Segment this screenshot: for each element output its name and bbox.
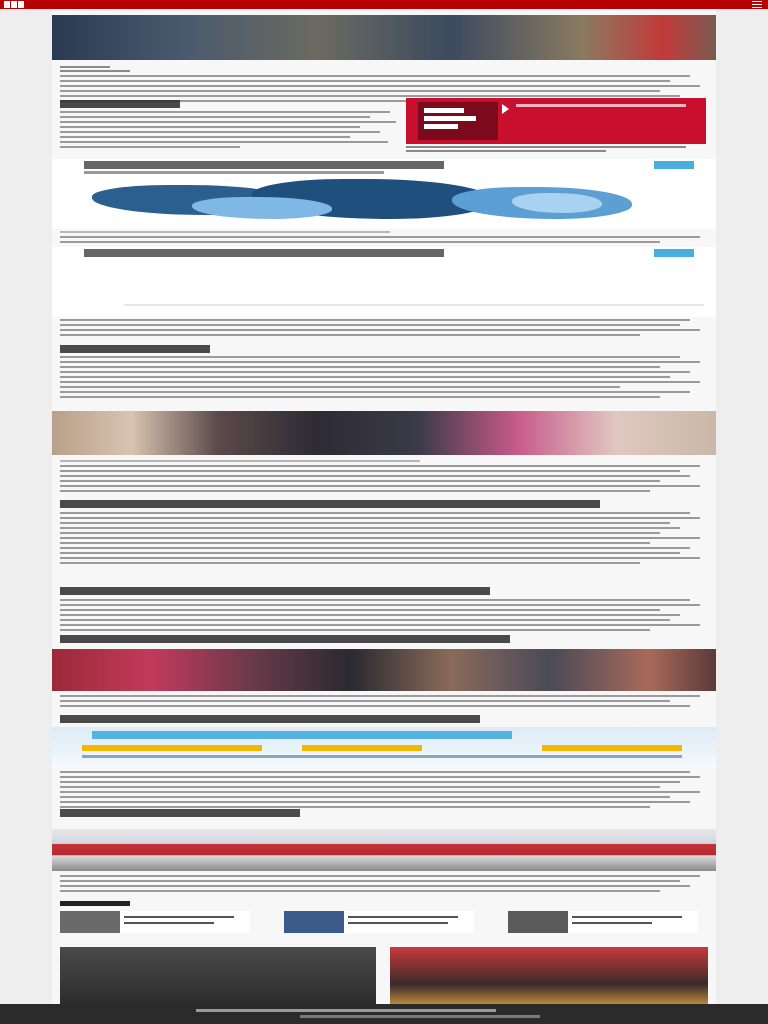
body-text xyxy=(60,460,700,492)
body-text xyxy=(60,599,700,631)
promo-label xyxy=(516,104,686,107)
chart-note xyxy=(60,231,700,243)
body-text xyxy=(60,111,400,148)
section-heading xyxy=(60,100,180,108)
body-text xyxy=(60,356,700,398)
related-thumbnail xyxy=(508,911,568,933)
byline xyxy=(60,66,180,72)
article-photo xyxy=(52,411,716,455)
body-text xyxy=(60,512,700,564)
top-story-tile[interactable] xyxy=(60,947,376,1009)
section-heading xyxy=(60,635,510,643)
article-photo xyxy=(52,649,716,691)
footer-copyright xyxy=(300,1015,540,1018)
related-thumbnail xyxy=(284,911,344,933)
chart-subtitle xyxy=(84,171,384,174)
chart-title xyxy=(84,161,444,169)
promo-caption xyxy=(406,146,706,150)
body-text xyxy=(60,875,700,892)
site-logo[interactable] xyxy=(4,1,24,8)
site-footer xyxy=(0,1004,768,1024)
body-text xyxy=(60,319,700,336)
related-card[interactable] xyxy=(508,911,698,933)
chart-bars xyxy=(52,247,716,317)
article xyxy=(52,9,716,1009)
hero-image xyxy=(52,15,716,60)
top-story-tile[interactable] xyxy=(390,947,708,1009)
chart-map xyxy=(52,159,716,229)
article-photo xyxy=(52,829,716,871)
related-heading xyxy=(60,901,130,906)
related-thumbnail xyxy=(60,911,120,933)
chart-area-regions xyxy=(92,177,632,221)
bar-chart-plot xyxy=(84,261,704,315)
related-card[interactable] xyxy=(60,911,250,933)
chart-title xyxy=(84,249,444,257)
menu-icon[interactable] xyxy=(752,1,762,8)
related-card[interactable] xyxy=(284,911,474,933)
chart-source-logo xyxy=(654,249,694,257)
play-icon[interactable] xyxy=(502,104,509,114)
video-promo[interactable] xyxy=(406,98,706,144)
section-heading xyxy=(60,715,480,723)
promo-thumbnail xyxy=(418,102,498,140)
body-text xyxy=(60,695,700,707)
chart-source-logo xyxy=(654,161,694,169)
section-heading xyxy=(60,587,490,595)
body-text xyxy=(60,771,700,808)
section-heading xyxy=(60,345,210,353)
site-header xyxy=(0,0,768,9)
footer-links[interactable] xyxy=(196,1009,496,1012)
infographic xyxy=(52,727,716,767)
section-heading xyxy=(60,500,600,508)
section-heading xyxy=(60,809,300,817)
